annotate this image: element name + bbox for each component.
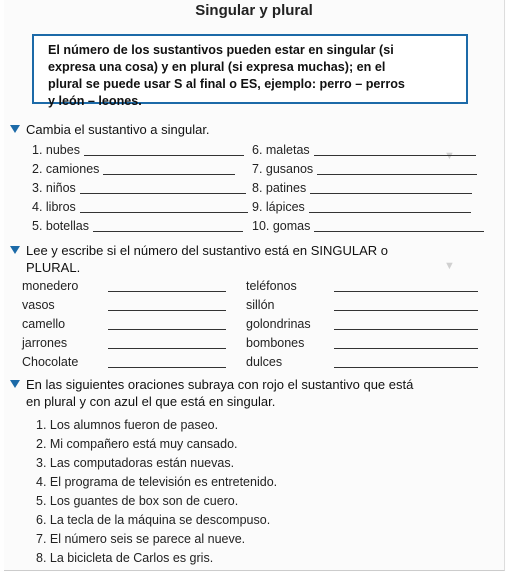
item-label: teléfonos — [246, 279, 297, 293]
item-label: 6. maletas — [252, 143, 310, 157]
info-box — [32, 34, 468, 108]
triangle-bullet-icon — [10, 380, 20, 388]
exercise-row — [252, 181, 472, 195]
sentence-item[interactable]: 4. El programa de televisión es entretenido. — [36, 475, 278, 489]
item-label: sillón — [246, 298, 275, 312]
exercise-row — [22, 298, 226, 312]
exercise-row — [252, 219, 484, 233]
info-line: El número de los sustantivos pueden estar en singular (si — [48, 43, 394, 57]
section2-heading — [10, 242, 494, 276]
section3-instruction: en plural y con azul el que está en singular. — [26, 394, 276, 409]
item-label: 3. niños — [32, 181, 76, 195]
info-line: expresa una cosa) y en plural (si expresa muchas); en el — [48, 60, 386, 74]
exercise-row — [246, 317, 478, 331]
answer-line[interactable] — [334, 319, 478, 330]
section2-instruction: Lee y escribe si el número del sustantivo está en SINGULAR o — [26, 243, 389, 258]
item-label: dulces — [246, 355, 283, 369]
exercise-row — [32, 162, 235, 176]
section1-instruction: Cambia el sustantivo a singular. — [26, 122, 210, 137]
bleed-through-text: ▼ — [444, 260, 455, 272]
sentence-item[interactable]: 7. El número seis se parece al nueve. — [36, 532, 246, 546]
worksheet-page — [4, 0, 505, 571]
exercise-row — [246, 355, 478, 369]
answer-line[interactable] — [334, 338, 478, 349]
sentence-item[interactable]: 1. Los alumnos fueron de paseo. — [36, 418, 219, 432]
page-title: Singular y plural — [195, 2, 313, 19]
item-label: 9. lápices — [252, 200, 305, 214]
answer-line[interactable] — [108, 338, 226, 349]
item-label: vasos — [22, 298, 55, 312]
item-label: 10. gomas — [252, 219, 311, 233]
answer-line[interactable] — [310, 183, 472, 194]
answer-line[interactable] — [334, 357, 478, 368]
answer-line[interactable] — [334, 300, 478, 311]
section3-instruction: En las siguientes oraciones subraya con rojo el sustantivo que está — [26, 377, 414, 392]
answer-line[interactable] — [93, 221, 243, 232]
answer-line[interactable] — [309, 202, 471, 213]
exercise-row — [22, 317, 226, 331]
exercise-row — [246, 336, 478, 350]
exercise-row — [32, 200, 248, 214]
item-label: camello — [22, 317, 66, 331]
item-label: 5. botellas — [32, 219, 89, 233]
answer-line[interactable] — [103, 164, 235, 175]
item-label: bombones — [246, 336, 305, 350]
answer-line[interactable] — [108, 300, 226, 311]
exercise-row — [252, 162, 477, 176]
item-label: jarrones — [22, 336, 68, 350]
item-label: 7. gusanos — [252, 162, 314, 176]
item-label: golondrinas — [246, 317, 311, 331]
exercise-row — [246, 279, 478, 293]
exercise-row — [32, 181, 246, 195]
section2-instruction: PLURAL. — [26, 260, 81, 275]
sentence-item[interactable]: 8. La bicicleta de Carlos es gris. — [36, 551, 214, 565]
answer-line[interactable] — [334, 281, 478, 292]
sentence-item[interactable]: 3. Las computadoras están nuevas. — [36, 456, 235, 470]
exercise-row — [252, 143, 476, 157]
bleed-through-text: ▼ — [444, 150, 455, 162]
item-label: 4. libros — [32, 200, 76, 214]
answer-line[interactable] — [80, 202, 248, 213]
exercise-row — [22, 355, 226, 369]
exercise-row — [22, 279, 226, 293]
item-label: 2. camiones — [32, 162, 100, 176]
triangle-bullet-icon — [10, 125, 20, 133]
item-label: Chocolate — [22, 355, 79, 369]
answer-line[interactable] — [108, 281, 226, 292]
answer-line[interactable] — [317, 164, 477, 175]
answer-line[interactable] — [314, 221, 484, 232]
item-label: 8. patines — [252, 181, 307, 195]
section3-heading — [10, 376, 490, 410]
section1-heading — [10, 122, 210, 137]
answer-line[interactable] — [314, 145, 476, 156]
exercise-row — [22, 336, 226, 350]
sentence-item[interactable]: 5. Los guantes de box son de cuero. — [36, 494, 239, 508]
answer-line[interactable] — [80, 183, 246, 194]
info-line: plural se puede usar S al final o ES, ejemplo: perro – perros — [48, 77, 405, 91]
exercise-row — [32, 219, 243, 233]
answer-line[interactable] — [108, 319, 226, 330]
item-label: 1. nubes — [32, 143, 80, 157]
exercise-row — [252, 200, 471, 214]
exercise-row — [32, 143, 244, 157]
sentence-item[interactable]: 2. Mi compañero está muy cansado. — [36, 437, 238, 451]
item-label: monedero — [22, 279, 79, 293]
sentence-item[interactable]: 6. La tecla de la máquina se descompuso. — [36, 513, 271, 527]
answer-line[interactable] — [84, 145, 244, 156]
triangle-bullet-icon — [10, 246, 20, 254]
answer-line[interactable] — [108, 357, 226, 368]
exercise-row — [246, 298, 478, 312]
info-line: y león – leones. — [48, 94, 142, 108]
